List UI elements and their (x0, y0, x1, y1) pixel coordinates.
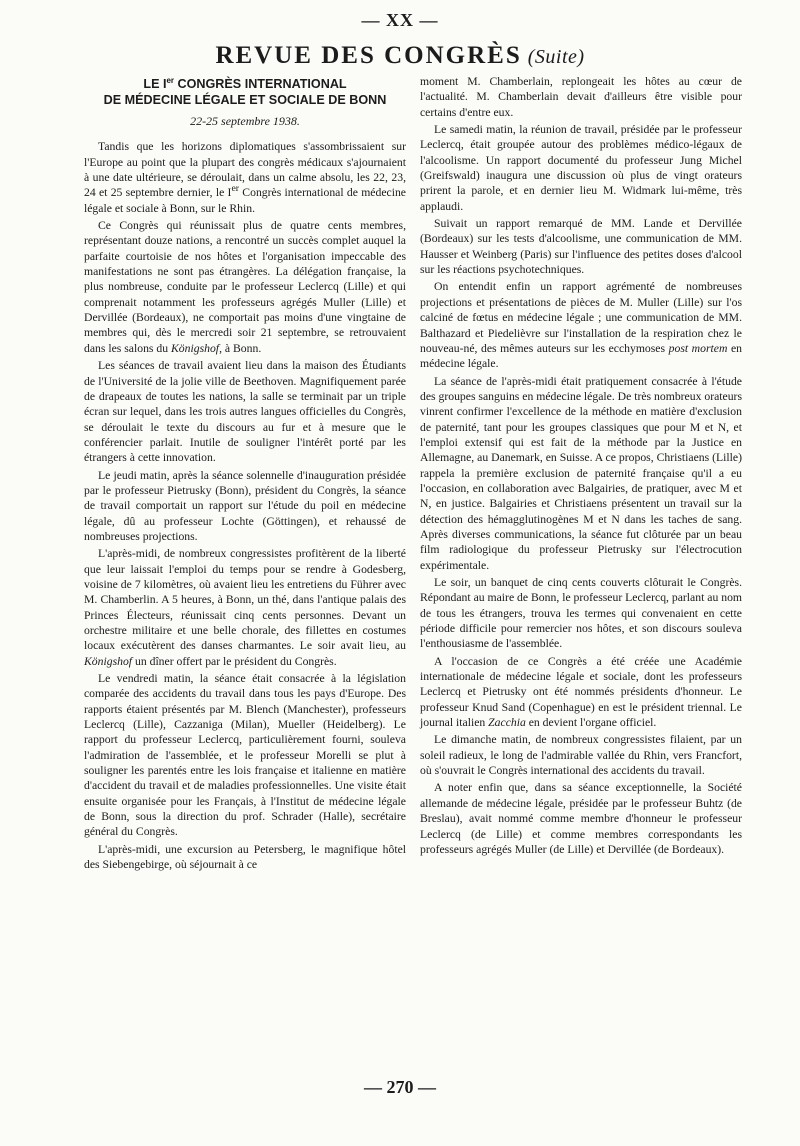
paragraph-right-6: Le soir, un banquet de cinq cents couverts clôturait le Congrès. Répondant au maire de Bonn, le professeur Leclercq, parlant au nom de tous les étrangers, trouva les termes qui convenaient en cette période difficile pour remercier nos hôtes, et son discours souleva l'enthousiasme de l'assemblée. (420, 576, 742, 651)
paragraph-left-5 (84, 546, 406, 669)
paragraph-right-4a: On entendit enfin un rapport agrémenté de nombreuses projections et présentations de pièces de M. Muller (Lille) sur l'os calciné de fœtus en médecine légale ; une communication de MM. Balthazard et Piedelièvre sur l'installation de la respiration chez le nouveau-né, des mêmes auteurs sur les ecchymoses (420, 280, 742, 355)
article-title-line1-post: CONGRÈS INTERNATIONAL (174, 77, 347, 91)
article-title-line1-sup: er (166, 75, 175, 85)
paragraph-right-5: La séance de l'après-midi était pratiquement consacrée à l'étude des groupes sanguins en médecine légale. De très nombreux orateurs vinrent confirmer l'excellence de la méthode en matière d'exclusion de paternité, tant pour les groupes classiques que pour M et N, et l'emploi extensif qui est fait de la méthode par la Justice en Allemagne, au Danemark, en Suisse. A ce propos, Christiaens (Lille) rappela la première exclusion de paternité française qu'il a eu l'occasion, en collaboration avec Balgairies, de pratiquer, avec M et N, en justice. Balgairies et Christiaens présentent un travail sur la détection des hémagglutinogènes M et N dans les taches de sang. Après diverses communications, la séance fut clôturée par un beau film radiologique du professeur Pietrusky sur l'électrocution expérimentale. (420, 374, 742, 572)
right-column (420, 74, 742, 859)
paragraph-right-9: A noter enfin que, dans sa séance exceptionnelle, la Société allemande de médecine légale, présidée par le professeur Buhtz (de Breslau), avait nommé comme membre d'honneur le professeur Leclercq (de Lille) et comme membres correspondants les professeurs agrégés Muller (de Lille) et Dervillée (de Bordeaux). (420, 781, 742, 856)
journal-title-suite: (Suite) (527, 46, 585, 68)
paragraph-left-5-text: L'après-midi, de nombreux congressistes profitèrent de la liberté que leur laissait l'emploi du temps pour se rendre à Godesberg, voisine de 7 kilomètres, où avaient lieu les entretiens du Führer avec M. Chamberlin. A 5 heures, à Bonn, un thé, dans l'antique palais des Princes Électeurs, réunissait cinq cents personnes. Devant un orchestre militaire et une belle chorale, des fillettes en costumes locaux exécutèrent des danses charmantes. Le soir avait lieu, au (84, 547, 406, 653)
journal-title (0, 42, 800, 70)
paragraph-left-2 (84, 218, 406, 356)
paragraph-left-2-italic: Königshof (171, 341, 220, 355)
paragraph-left-1 (84, 139, 406, 216)
paragraph-right-7-text: A l'occasion de ce Congrès a été créée une Académie internationale de médecine légale et sociale, dont les professeurs Leclercq et Pietrusky ont été nommés présidents d'honneur. Le professeur Knud Sand (Copenhague) en est le président triennal. Le journal italien (420, 654, 742, 730)
paragraph-right-7 (420, 654, 742, 731)
paragraph-left-3: Les séances de travail avaient lieu dans la maison des Étudiants de l'Université de la jolie ville de Beethoven. Magnifiquement parée de drapeaux de toutes les nations, la salle se terminait par un triple écran sur lequel, dans les trois autres langues officielles du Congrès, se déroulait le texte du discours au fur et à mesure que le conférencier parlait. Inutile de souligner l'intérêt porté par les étrangers à cette innovation. (84, 359, 406, 465)
article-title (84, 76, 406, 108)
page-number: — 270 — (364, 1077, 436, 1097)
left-column (84, 74, 406, 875)
paragraph-right-4-italic: post mortem (668, 341, 728, 355)
paragraph-left-5-italic: Königshof (84, 654, 133, 668)
paragraph-left-1b: Congrès international de médecine légale et sociale à Bonn, sur le Rhin. (84, 186, 406, 215)
paragraph-left-5-end: un dîner offert par le président du Congrès. (132, 654, 337, 668)
paragraph-left-2-text: Ce Congrès qui réunissait plus de quatre cents membres, représentant douze nations, a rencontré un succès complet auquel la parfaite courtoisie de nos hôtes et l'organisation impeccable des manifestations ne sont pas étrangères. La délégation française, la plus nombreuse, conduite par le professeur Leclercq (Lille) et qui comprenait notamment les professeurs agrégés Muller (Lille) et Dervillée (Bordeaux), ne comportait pas moins d'une vingtaine de membres qui, dès le mercredi soir 21 septembre, se retrouvaient dans les salons du (84, 219, 406, 355)
journal-title-text: REVUE DES CONGRÈS (215, 42, 522, 69)
paragraph-right-2: Le samedi matin, la réunion de travail, présidée par le professeur Leclercq, était groupée autour des problèmes médico-légaux de l'alcoolisme. Un rapport documenté du professeur Jung Michel (Greifswald) inaugura une discussion où plus de vingt orateurs prirent la parole, et en dernier lieu M. Widmark lui-même, très applaudi. (420, 123, 742, 213)
header-folio: — XX — (361, 10, 439, 30)
article-title-line2: DE MÉDECINE LÉGALE ET SOCIALE DE BONN (103, 93, 387, 107)
article-title-line1-pre: LE I (143, 77, 167, 91)
article-dateline: 22-25 septembre 1938. (190, 114, 300, 128)
paragraph-left-2-end: , à Bonn. (219, 341, 262, 355)
paragraph-left-1-sup: er (231, 183, 240, 195)
paragraph-right-8: Le dimanche matin, de nombreux congressistes filaient, par un soleil radieux, le long de l'admirable vallée du Rhin, vers Francfort, où s'ouvrait le Congrès international des accidents du travail. (420, 733, 742, 778)
paragraph-right-7-italic: Zacchia (488, 716, 526, 730)
paragraph-left-1a: Tandis que les horizons diplomatiques s'assombrissaient sur l'Europe au point que la plupart des congrès médicaux s'ajournaient à une date ultérieure, se déroulait, dans un calme absolu, les 22, 23, 24 et 25 septembre dernier, le I (84, 140, 406, 200)
paragraph-right-4b: en médecine légale. (420, 341, 742, 371)
paragraph-left-4: Le jeudi matin, après la séance solennelle d'inauguration présidée par le professeur Pietrusky (Bonn), président du Congrès, la séance de travail comportait un rapport sur l'étude du poil en médecine légale, dû au professeur Lochte (Göttingen), et rehaussé de nombreuses projections. (84, 468, 406, 543)
paragraph-left-7: L'après-midi, une excursion au Petersberg, le magnifique hôtel des Siebengebirge, où séjournait à ce (84, 842, 406, 872)
paragraph-right-1: moment M. Chamberlain, replongeait les hôtes au cœur de l'actualité. M. Chamberlain devait d'ailleurs être visible pour certains d'entre eux. (420, 75, 742, 119)
paragraph-right-7-end: en devient l'organe officiel. (525, 716, 657, 730)
paragraph-right-4 (420, 279, 742, 371)
paragraph-right-3: Suivait un rapport remarqué de MM. Lande et Dervillée (Bordeaux) sur les tests d'alcoolisme, une communication de MM. Hausser et Weinberg (Paris) sur l'influence des petites doses d'alcool sur les réactions psychotechniques. (420, 217, 742, 277)
paragraph-left-6: Le vendredi matin, la séance était consacrée à la législation comparée des accidents du travail dans tous les pays d'Europe. Des rapports étaient présentés par M. Blench (Manchester), professeurs Leclercq (Lille), Cazzaniga (Milan), Mueller (Heidelberg). Le rapport du professeur Leclercq, particulièrement fourni, souleva l'admiration de l'assemblée, et le professeur Morelli se plut à souligner les parentés entre les lois française et italienne en matière d'accident du travail et de maladies professionnelles. Une visite était ensuite organisée pour les Français, à l'Institut de médecine légale de Bonn, sous la direction du prof. Schrader (Halle), secrétaire général du Congrès. (84, 672, 406, 839)
